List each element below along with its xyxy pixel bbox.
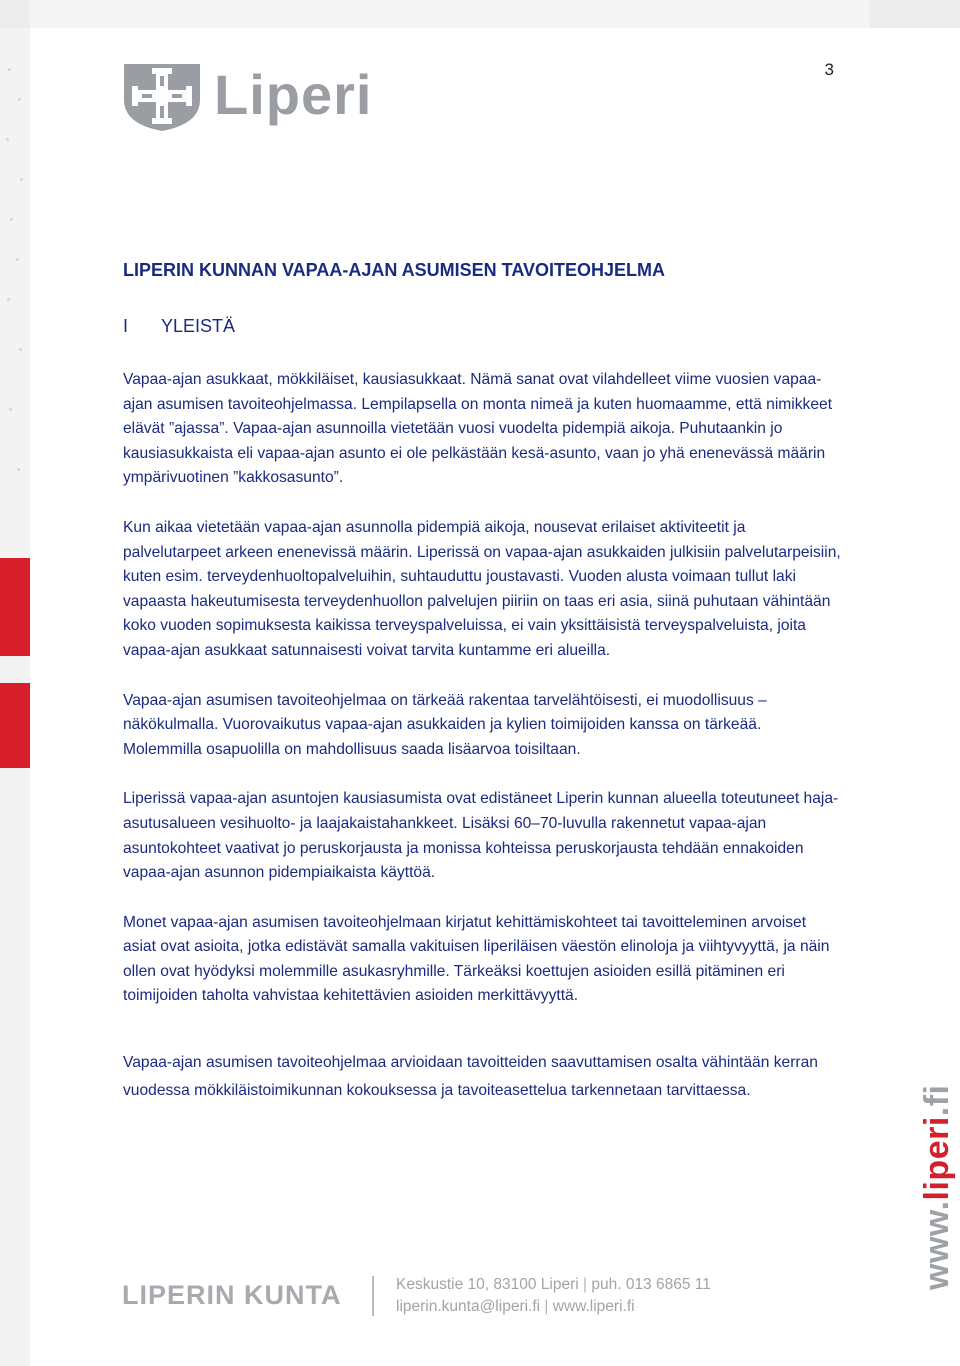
paragraph: Vapaa-ajan asumisen tavoiteohjelmaa on tärkeää rakentaa tarvelähtöisesti, ei muodollisuus – näkökulmalla. Vuorovaikutus vapaa-ajan asukkaiden ja kylien toimijoiden kanssa on tärkeää. Molemmilla osapuolilla on mahdollisuus saada lisäarvoa toisiltaan. [123, 691, 767, 758]
liperi-logo [122, 62, 373, 132]
footer-address: Keskustie 10, 83100 Liperi [396, 1276, 579, 1293]
footer-brand: LIPERIN KUNTA [122, 1280, 342, 1310]
paragraph: Kun aikaa vietetään vapaa-ajan asunnolla pidempiä aikoja, nousevat erilaiset aktiviteetit ja palvelutarpeet arkeen enenevissä määrin. Liperissä on vapaa-ajan asukkaiden julkisiin palvelutarpeisiin, kuten esim. terveydenhuoltopalveluihin, suhtauduttu joustavasti. Vuoden alusta voimaan tullut laki vapaasta hakeutumisesta terveydenhuollon palvelujen piiriin on taas eri asia, siinä puhutaan vähintään koko vuoden sopimuksesta kaikissa terveyspalveluissa, ei vain yksittäisistä terveyspalveluista, joita vapaa-ajan asukkaat satunnaisesti voivat tarvita kuntamme eri alueilla. [123, 518, 841, 659]
footer-website-link[interactable]: www.liperi.fi [552, 1298, 635, 1315]
paragraph: Monet vapaa-ajan asumisen tavoiteohjelmaan kirjatut kehittämiskohteet tai tavoitteleminen arvoiset asiat ovat asioita, jotka edistävät samalla vakituisen liperiläisen väestön elinoloja ja viihtyvyyttä, ja näin ollen ovat hyödyksi molemmille asukasryhmille. Tärkeäksi koettujen asioiden esillä pitäminen eri toimijoiden taholta vahvistaa kehitettävien asioiden merkittävyyttä. [123, 913, 830, 1005]
document-body [123, 258, 843, 1105]
footer-email-link[interactable]: liperin.kunta@liperi.fi [396, 1298, 541, 1315]
paragraph: Vapaa-ajan asukkaat, mökkiläiset, kausiasukkaat. Nämä sanat ovat vilahdelleet viime vuosien vapaa-ajan asumisen tavoiteohjelmassa. Lempilapsella on monta nimeä ja kuten huomaamme, että nimikkeet elävät ”ajassa”. Vapaa-ajan asunnoilla vietetään vuosi vuodelta pidempiä aikoja. Puhutaankin jo kausiasukkaista eli vapaa-ajan asunto ei ole pelkästään kesä-asunto, vaan jo yhä enenevässä määrin ympärivuotinen ”kakkosasunto”. [123, 371, 833, 487]
logo-wordmark: Liperi [214, 63, 373, 126]
vertical-website-url[interactable]: www.liperi.fi [918, 1084, 956, 1290]
footer-divider [372, 1276, 374, 1316]
red-accent-bar [0, 558, 30, 656]
footer-contact: Keskustie 10, 83100 Liperi | puh. 013 6865 11 liperin.kunta@liperi.fi | www.liperi.fi [396, 1276, 711, 1315]
footer-phone: puh. 013 6865 11 [591, 1276, 711, 1293]
liperi-cross-emblem-icon [122, 62, 202, 132]
page-number: 3 [824, 60, 834, 79]
section-number: I [123, 316, 129, 336]
section-title: YLEISTÄ [161, 316, 236, 336]
paragraph: Vapaa-ajan asumisen tavoiteohjelmaa arvioidaan tavoitteiden saavuttamisen osalta vähintään kerran vuodessa mökkiläistoimikunnan kokouksessa ja tavoiteasettelua tarkennetaan tarvittaessa. [123, 1054, 818, 1100]
paragraph: Liperissä vapaa-ajan asuntojen kausiasumista ovat edistäneet Liperin kunnan alueella toteutuneet haja-asutusalueen vesihuolto- ja laajakaistahankkeet. Lisäksi 60–70-luvulla rakennetut vapaa-ajan asuntokohteet vaativat jo peruskorjausta ja monissa kohteissa peruskorjausta tehdään ennakoiden vapaa-ajan asunnon pidempiaikaista käyttöä. [123, 790, 839, 882]
red-accent-bar [0, 683, 30, 768]
top-margin-strip [0, 0, 960, 28]
document-title: LIPERIN KUNNAN VAPAA-AJAN ASUMISEN TAVOITEOHJELMA [123, 260, 666, 280]
section-heading [123, 314, 843, 338]
